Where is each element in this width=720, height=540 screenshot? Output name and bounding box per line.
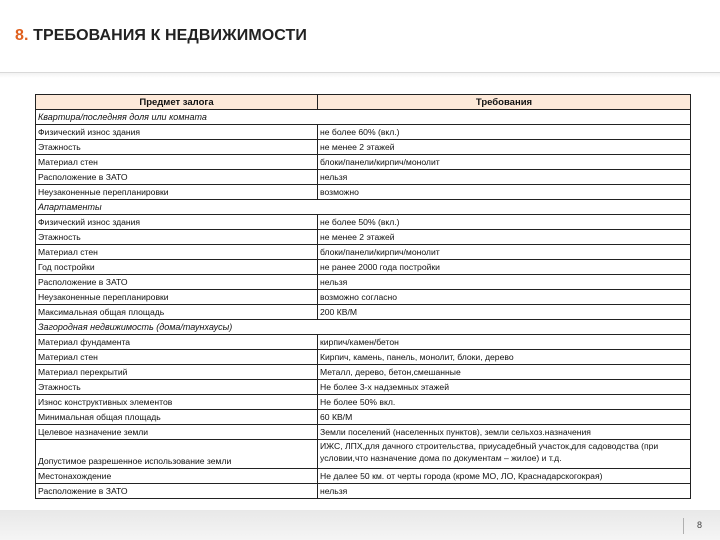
requirement-cell: ИЖС, ЛПХ,для дачного строительства, приусадебный участок,для садоводства (при условии,что назначение дома по документам – жилое) и т.д. (318, 440, 691, 469)
requirement-cell: не менее 2 этажей (318, 140, 691, 155)
title-divider (0, 72, 720, 78)
table-row (36, 440, 691, 469)
subject-cell: Материал стен (36, 155, 318, 170)
requirement-cell: Не более 3-х надземных этажей (318, 380, 691, 395)
table-row (36, 380, 691, 395)
requirement-cell: Не далее 50 км. от черты города (кроме МО, ЛО, Краснадарскогокрая) (318, 469, 691, 484)
table-row (36, 215, 691, 230)
subject-cell: Расположение в ЗАТО (36, 484, 318, 499)
footer-bar (0, 510, 720, 540)
requirement-cell: Земли поселений (населенных пунктов), земли сельхоз.назначения (318, 425, 691, 440)
requirement-cell: не ранее 2000 года постройки (318, 260, 691, 275)
requirement-cell: Кирпич, камень, панель, монолит, блоки, дерево (318, 350, 691, 365)
page-number: 8 (697, 520, 703, 530)
subject-cell: Расположение в ЗАТО (36, 275, 318, 290)
table-row (36, 425, 691, 440)
subject-cell: Год постройки (36, 260, 318, 275)
subject-cell: Минимальная общая площадь (36, 410, 318, 425)
requirement-cell: не менее 2 этажей (318, 230, 691, 245)
table-row (36, 245, 691, 260)
table-row (36, 484, 691, 499)
table-row (36, 140, 691, 155)
column-header-subject: Предмет залога (36, 95, 318, 110)
subject-cell: Износ конструктивных элементов (36, 395, 318, 410)
requirement-cell: не более 60% (вкл.) (318, 125, 691, 140)
subject-cell: Неузаконенные перепланировки (36, 290, 318, 305)
subject-cell: Неузаконенные перепланировки (36, 185, 318, 200)
requirement-cell: нельзя (318, 170, 691, 185)
subject-cell: Материал стен (36, 245, 318, 260)
table-row (36, 275, 691, 290)
subject-cell: Физический износ здания (36, 125, 318, 140)
requirement-cell: не более 50% (вкл.) (318, 215, 691, 230)
requirement-cell: Не более 50% вкл. (318, 395, 691, 410)
subject-cell: Максимальная общая площадь (36, 305, 318, 320)
table-row (36, 305, 691, 320)
requirement-cell: Металл, дерево, бетон,смешанные (318, 365, 691, 380)
table-row (36, 350, 691, 365)
requirement-cell: блоки/панели/кирпич/монолит (318, 245, 691, 260)
table-header-row (36, 95, 691, 110)
subject-cell: Материал перекрытий (36, 365, 318, 380)
section-title: Квартира/последняя доля или комната (36, 110, 691, 125)
subject-cell: Целевое назначение земли (36, 425, 318, 440)
table-row (36, 395, 691, 410)
subject-cell: Допустимое разрешенное использование земли (36, 440, 318, 469)
title-text: ТРЕБОВАНИЯ К НЕДВИЖИМОСТИ (28, 27, 308, 44)
subject-cell: Этажность (36, 380, 318, 395)
subject-cell: Материал стен (36, 350, 318, 365)
table-row (36, 410, 691, 425)
section-row (36, 320, 691, 335)
table-row (36, 155, 691, 170)
title-number: 8. (15, 27, 29, 44)
requirement-cell: 60 КВ/М (318, 410, 691, 425)
column-header-requirements: Требования (318, 95, 691, 110)
table-row (36, 230, 691, 245)
requirements-table (35, 94, 691, 499)
table-row (36, 365, 691, 380)
table-row (36, 185, 691, 200)
table-row (36, 335, 691, 350)
table-row (36, 469, 691, 484)
section-row (36, 200, 691, 215)
requirement-cell: нельзя (318, 275, 691, 290)
section-title: Загородная недвижимость (дома/таунхаусы) (36, 320, 691, 335)
subject-cell: Материал фундамента (36, 335, 318, 350)
subject-cell: Физический износ здания (36, 215, 318, 230)
table-row (36, 290, 691, 305)
section-title: Апартаменты (36, 200, 691, 215)
footer-divider (683, 518, 684, 534)
subject-cell: Этажность (36, 140, 318, 155)
table-row (36, 170, 691, 185)
section-row (36, 110, 691, 125)
subject-cell: Местонахождение (36, 469, 318, 484)
requirement-cell: 200 КВ/М (318, 305, 691, 320)
requirement-cell: возможно (318, 185, 691, 200)
subject-cell: Расположение в ЗАТО (36, 170, 318, 185)
table-row (36, 260, 691, 275)
requirement-cell: возможно согласно (318, 290, 691, 305)
subject-cell: Этажность (36, 230, 318, 245)
requirement-cell: нельзя (318, 484, 691, 499)
requirement-cell: кирпич/камен/бетон (318, 335, 691, 350)
table-row (36, 125, 691, 140)
page-title (15, 27, 307, 45)
requirement-cell: блоки/панели/кирпич/монолит (318, 155, 691, 170)
table-body (36, 110, 691, 499)
